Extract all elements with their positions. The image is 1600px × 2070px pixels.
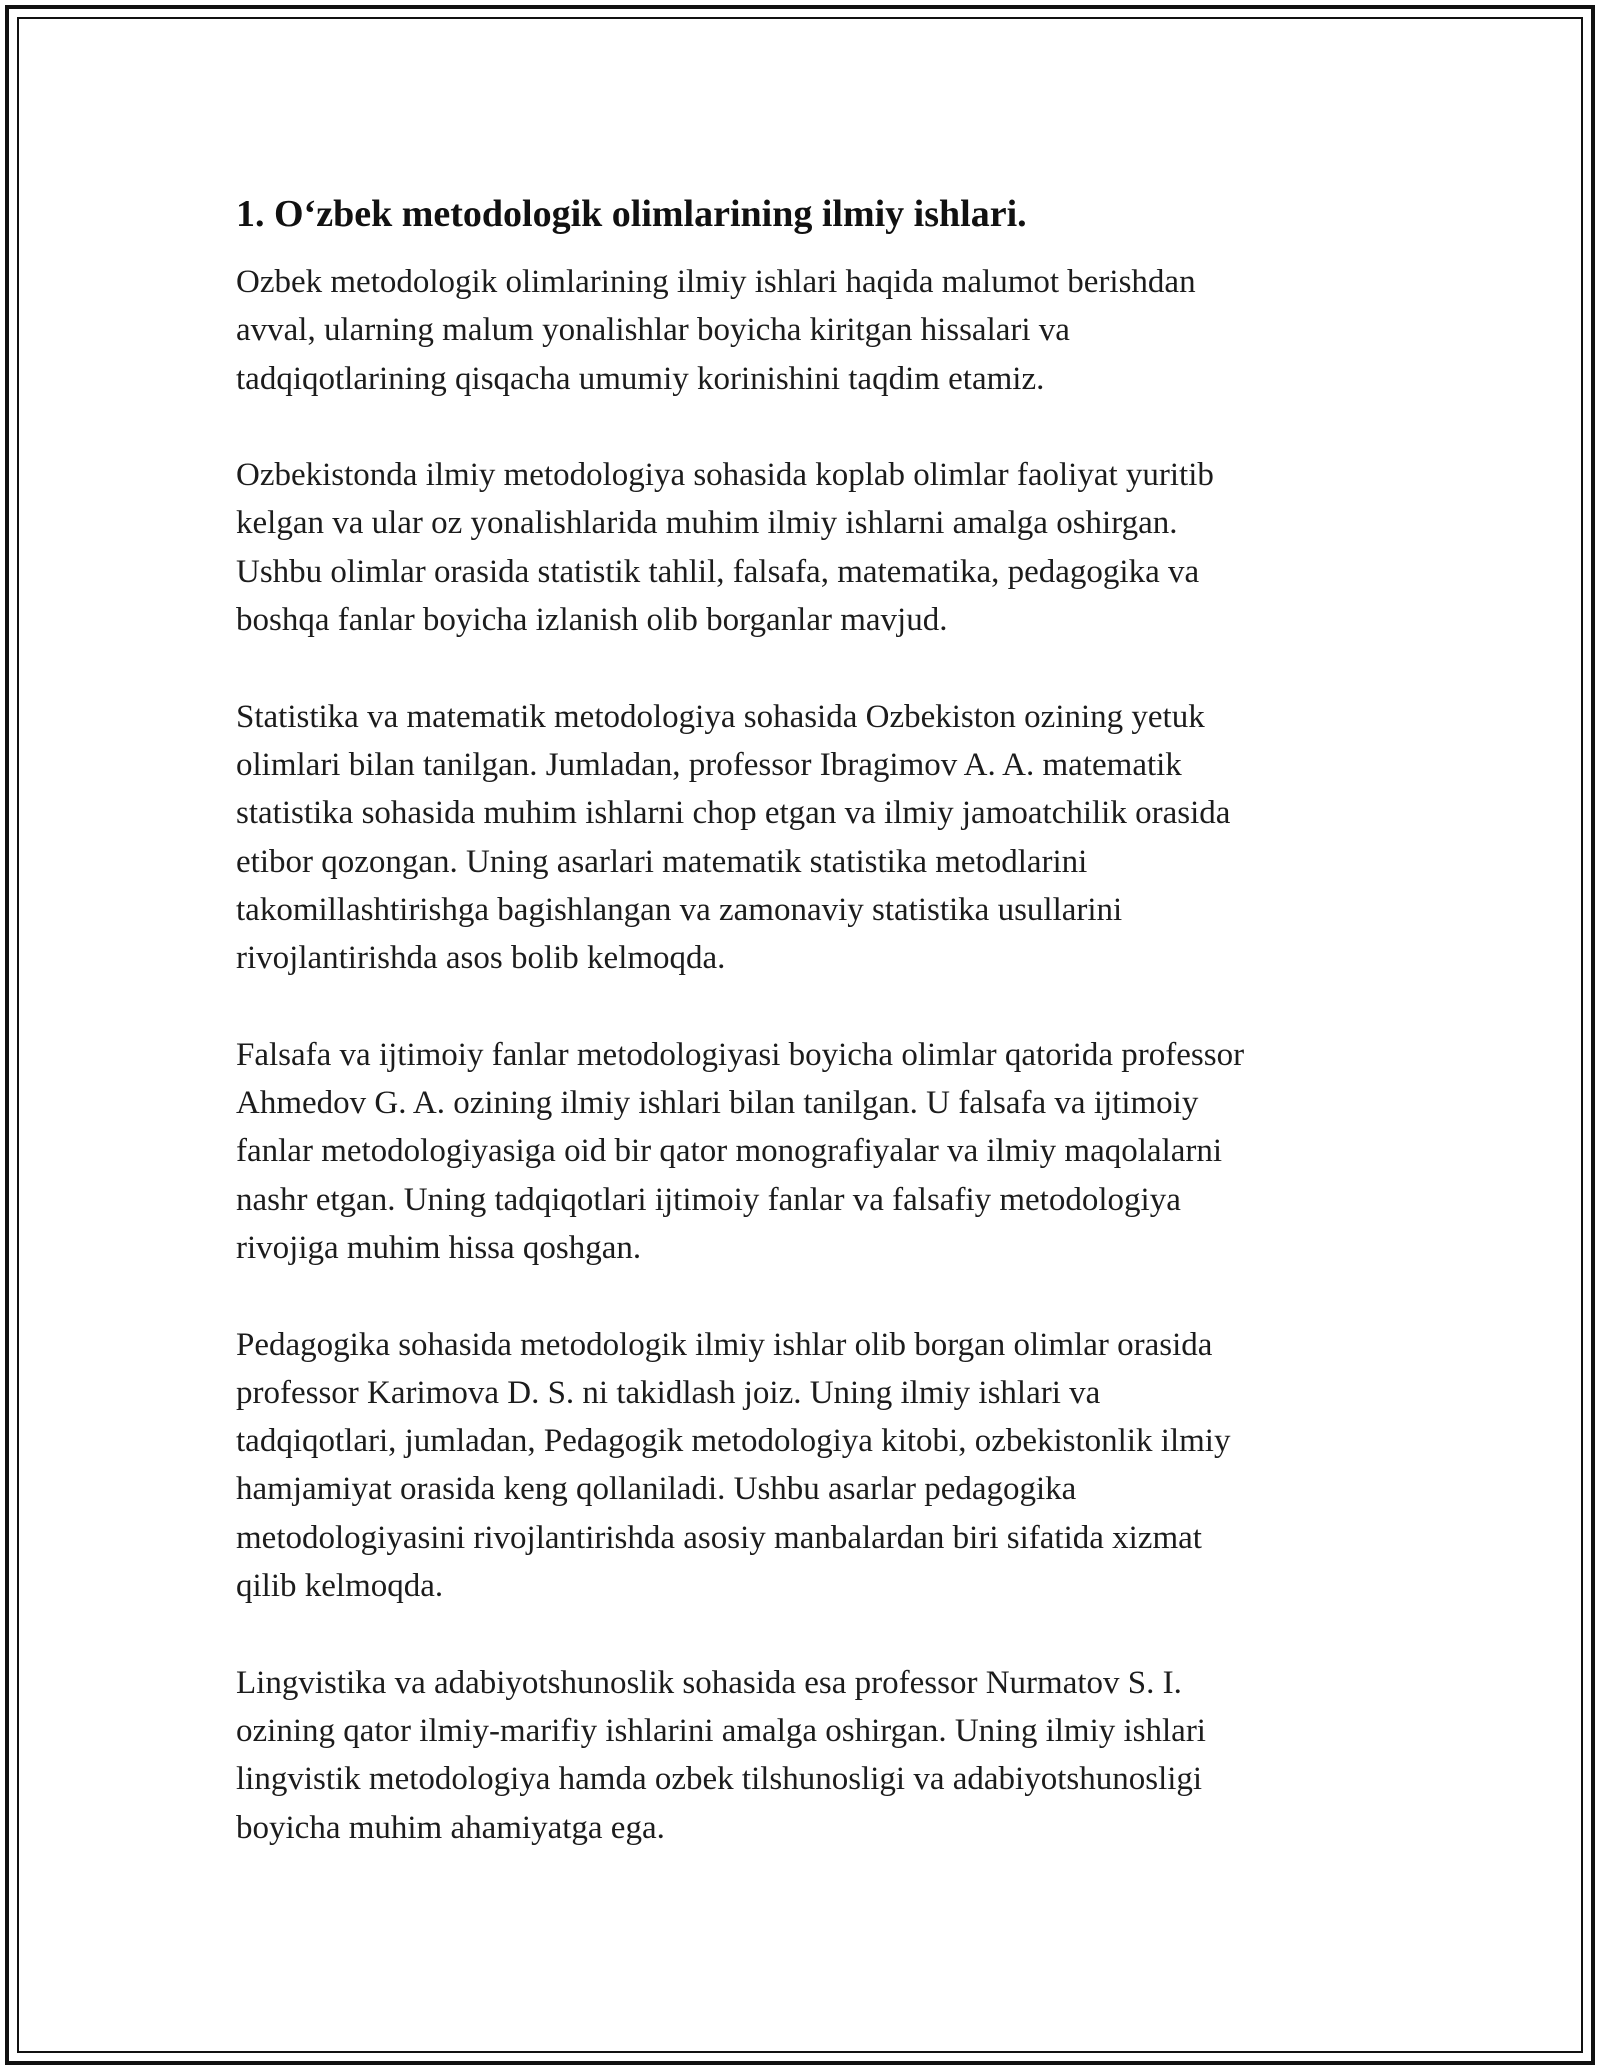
paragraph-overview: [236, 451, 1376, 644]
paragraph-line: qilib kelmoqda.: [236, 1568, 444, 1605]
paragraph-line: statistika sohasida muhim ishlarni chop etgan va ilmiy jamoatchilik orasida: [236, 795, 1231, 832]
paragraph-line: tadqiqotlari, jumladan, Pedagogik metodologiya kitobi, ozbekistonlik ilmiy: [236, 1423, 1231, 1460]
paragraph-line: etibor qozongan. Uning asarlari matematik statistika metodlarini: [236, 843, 1088, 880]
paragraph-line: Lingvistika va adabiyotshunoslik sohasida esa professor Nurmatov S. I.: [236, 1664, 1182, 1701]
paragraph-line: takomillashtirishga bagishlangan va zamonaviy statistika usullarini: [236, 891, 1123, 928]
paragraph-line: ozining qator ilmiy-marifiy ishlarini amalga oshirgan. Uning ilmiy ishlari: [236, 1712, 1206, 1749]
paragraph-line: Statistika va matematik metodologiya sohasida Ozbekiston ozining yetuk: [236, 698, 1205, 735]
paragraph-line: tadqiqotlarining qisqacha umumiy korinishini taqdim etamiz.: [236, 360, 1045, 397]
paragraph-line: professor Karimova D. S. ni takidlash joiz. Uning ilmiy ishlari va: [236, 1374, 1101, 1411]
document-body: [236, 180, 1376, 1900]
paragraph-linguistics: [236, 1659, 1376, 1852]
paragraph-line: Ahmedov G. A. ozining ilmiy ishlari bilan tanilgan. U falsafa va ijtimoiy: [236, 1085, 1199, 1122]
paragraph-line: Pedagogika sohasida metodologik ilmiy ishlar olib borgan olimlar orasida: [236, 1326, 1213, 1363]
paragraph-statistics: [236, 693, 1376, 983]
paragraph-line: metodologiyasini rivojlantirishda asosiy manbalardan biri sifatida xizmat: [236, 1519, 1202, 1556]
paragraph-pedagogy: [236, 1321, 1376, 1611]
paragraph-line: kelgan va ular oz yonalishlarida muhim ilmiy ishlarni amalga oshirgan.: [236, 505, 1178, 542]
paragraph-philosophy: [236, 1031, 1376, 1272]
paragraph-line: boyicha muhim ahamiyatga ega.: [236, 1809, 665, 1846]
paragraph-line: Falsafa va ijtimoiy fanlar metodologiyasi boyicha olimlar qatorida professor: [236, 1036, 1245, 1073]
paragraph-line: hamjamiyat orasida keng qollaniladi. Ushbu asarlar pedagogika: [236, 1471, 1077, 1508]
paragraph-line: avval, ularning malum yonalishlar boyicha kiritgan hissalari va: [236, 312, 1070, 349]
paragraph-intro: [236, 258, 1376, 403]
paragraph-line: boshqa fanlar boyicha izlanish olib borganlar mavjud.: [236, 602, 948, 639]
paragraph-line: olimlari bilan tanilgan. Jumladan, professor Ibragimov A. A. matematik: [236, 746, 1182, 783]
paragraph-line: Ozbek metodologik olimlarining ilmiy ishlari haqida malumot berishdan: [236, 264, 1196, 300]
paragraph-line: rivojlantirishda asos bolib kelmoqda.: [236, 940, 726, 977]
paragraph-line: fanlar metodologiyasiga oid bir qator monografiyalar va ilmiy maqolalarni: [236, 1133, 1223, 1170]
paragraph-line: Ozbekistonda ilmiy metodologiya sohasida koplab olimlar faoliyat yuritib: [236, 457, 1214, 494]
paragraph-line: lingvistik metodologiya hamda ozbek tilshunosligi va adabiyotshunosligi: [236, 1761, 1203, 1798]
paragraph-line: rivojiga muhim hissa qoshgan.: [236, 1229, 642, 1266]
paragraph-line: Ushbu olimlar orasida statistik tahlil, falsafa, matematika, pedagogika va: [236, 553, 1200, 590]
paragraph-line: nashr etgan. Uning tadqiqotlari ijtimoiy fanlar va falsafiy metodologiya: [236, 1181, 1181, 1218]
section-heading: 1. O‘zbek metodologik olimlarining ilmiy ishlari.: [236, 193, 1027, 235]
